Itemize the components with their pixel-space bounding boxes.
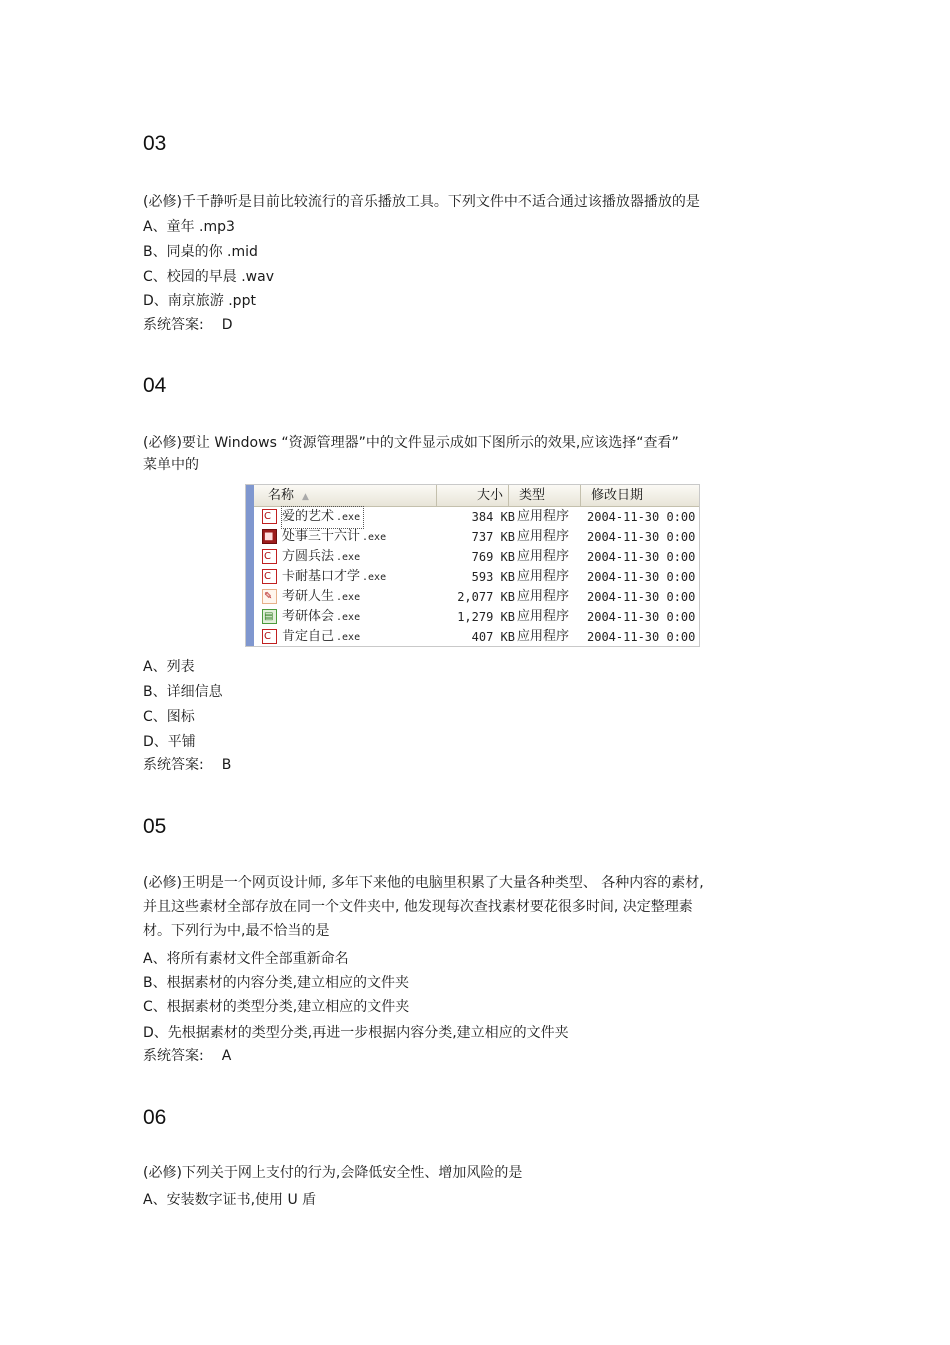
file-type: 应用程序 — [517, 509, 570, 524]
option-b: B、详细信息 — [143, 684, 223, 700]
explorer-details-view — [245, 484, 700, 647]
dark-book-icon: ■ — [262, 529, 277, 544]
answer-value: A — [221, 1048, 232, 1064]
file-modified: 2004-11-30 0:00 — [587, 550, 696, 564]
file-modified: 2004-11-30 0:00 — [587, 610, 696, 624]
answer-value: D — [221, 317, 233, 333]
file-size: 384 KB — [471, 510, 515, 524]
system-answer — [143, 1047, 231, 1065]
file-name: 爱的艺术 .exe — [282, 507, 363, 528]
green-book-icon: ▤ — [262, 609, 277, 624]
file-modified: 2004-11-30 0:00 — [587, 590, 696, 604]
file-size: 407 KB — [471, 630, 515, 644]
question-number: 06 — [143, 1106, 167, 1129]
file-row[interactable] — [254, 567, 699, 587]
question-text: 菜单中的 — [143, 457, 199, 473]
file-modified: 2004-11-30 0:00 — [587, 530, 696, 544]
file-name: 肯定自己 .exe — [282, 629, 361, 644]
question-text: (必修)下列关于网上支付的行为,会降低安全性、增加风险的是 — [143, 1165, 523, 1181]
system-answer — [143, 316, 233, 334]
answer-label: 系统答案: — [143, 1048, 204, 1064]
question-number: 04 — [143, 374, 167, 397]
book-icon: C — [262, 629, 277, 644]
option-a: A、将所有素材文件全部重新命名 — [143, 951, 349, 967]
option-a: A、列表 — [143, 659, 195, 675]
option-a: A、安装数字证书,使用 U 盾 — [143, 1192, 317, 1208]
option-d: D、南京旅游 .ppt — [143, 293, 256, 309]
sort-up-icon: ▲ — [302, 492, 309, 502]
file-row[interactable] — [254, 547, 699, 567]
file-type: 应用程序 — [517, 569, 570, 584]
file-name: 卡耐基口才学 .exe — [282, 569, 387, 584]
answer-label: 系统答案: — [143, 757, 204, 773]
book-icon: C — [262, 549, 277, 564]
file-name: 考研体会 .exe — [282, 609, 361, 624]
column-name-label: 名称 — [268, 488, 295, 503]
file-size: 2,077 KB — [457, 590, 515, 604]
question-number: 03 — [143, 132, 167, 155]
option-d: D、平铺 — [143, 734, 196, 750]
option-b: B、同桌的你 .mid — [143, 244, 258, 260]
question-number: 05 — [143, 815, 167, 838]
file-row[interactable] — [254, 587, 699, 607]
question-text: 并且这些素材全部存放在同一个文件夹中, 他发现每次查找素材要花很多时间, 决定整理素 — [143, 899, 693, 915]
file-type: 应用程序 — [517, 629, 570, 644]
column-name[interactable] — [254, 485, 437, 506]
file-row[interactable] — [254, 527, 699, 547]
file-type: 应用程序 — [517, 589, 570, 604]
file-type: 应用程序 — [517, 549, 570, 564]
calligraphy-icon: ✎ — [262, 589, 277, 604]
explorer-left-edge — [246, 485, 254, 647]
file-size: 769 KB — [471, 550, 515, 564]
option-a: A、童年 .mp3 — [143, 219, 235, 235]
answer-label: 系统答案: — [143, 317, 204, 333]
column-size[interactable]: 大小 — [437, 485, 509, 506]
file-row[interactable] — [254, 607, 699, 627]
column-type[interactable]: 类型 — [509, 485, 581, 506]
file-row[interactable] — [254, 507, 699, 527]
option-d: D、先根据素材的类型分类,再进一步根据内容分类,建立相应的文件夹 — [143, 1025, 569, 1041]
answer-value: B — [221, 757, 232, 773]
column-modified[interactable]: 修改日期 — [591, 488, 644, 503]
question-text: (必修)王明是一个网页设计师, 多年下来他的电脑里积累了大量各种类型、 各种内容的素材, — [143, 875, 704, 891]
file-name: 方圆兵法 .exe — [282, 549, 361, 564]
file-name: 处事三十六计 .exe — [282, 529, 387, 544]
file-modified: 2004-11-30 0:00 — [587, 510, 696, 524]
column-header — [254, 485, 699, 507]
file-type: 应用程序 — [517, 609, 570, 624]
file-name: 考研人生 .exe — [282, 589, 361, 604]
file-modified: 2004-11-30 0:00 — [587, 570, 696, 584]
file-modified: 2004-11-30 0:00 — [587, 630, 696, 644]
book-icon: C — [262, 569, 277, 584]
book-icon: C — [262, 509, 277, 524]
file-type: 应用程序 — [517, 529, 570, 544]
option-b: B、根据素材的内容分类,建立相应的文件夹 — [143, 975, 410, 991]
option-c: C、根据素材的类型分类,建立相应的文件夹 — [143, 999, 410, 1015]
file-size: 737 KB — [471, 530, 515, 544]
system-answer — [143, 756, 231, 774]
file-row[interactable] — [254, 627, 699, 647]
option-c: C、图标 — [143, 709, 195, 725]
question-text: (必修)要让 Windows “资源管理器”中的文件显示成如下图所示的效果,应该选择“查看” — [143, 435, 679, 451]
question-text: 材。下列行为中,最不恰当的是 — [143, 923, 330, 939]
file-size: 593 KB — [471, 570, 515, 584]
question-text: (必修)千千静听是目前比较流行的音乐播放工具。下列文件中不适合通过该播放器播放的是 — [143, 194, 700, 210]
file-size: 1,279 KB — [457, 610, 515, 624]
option-c: C、校园的早晨 .wav — [143, 269, 274, 285]
